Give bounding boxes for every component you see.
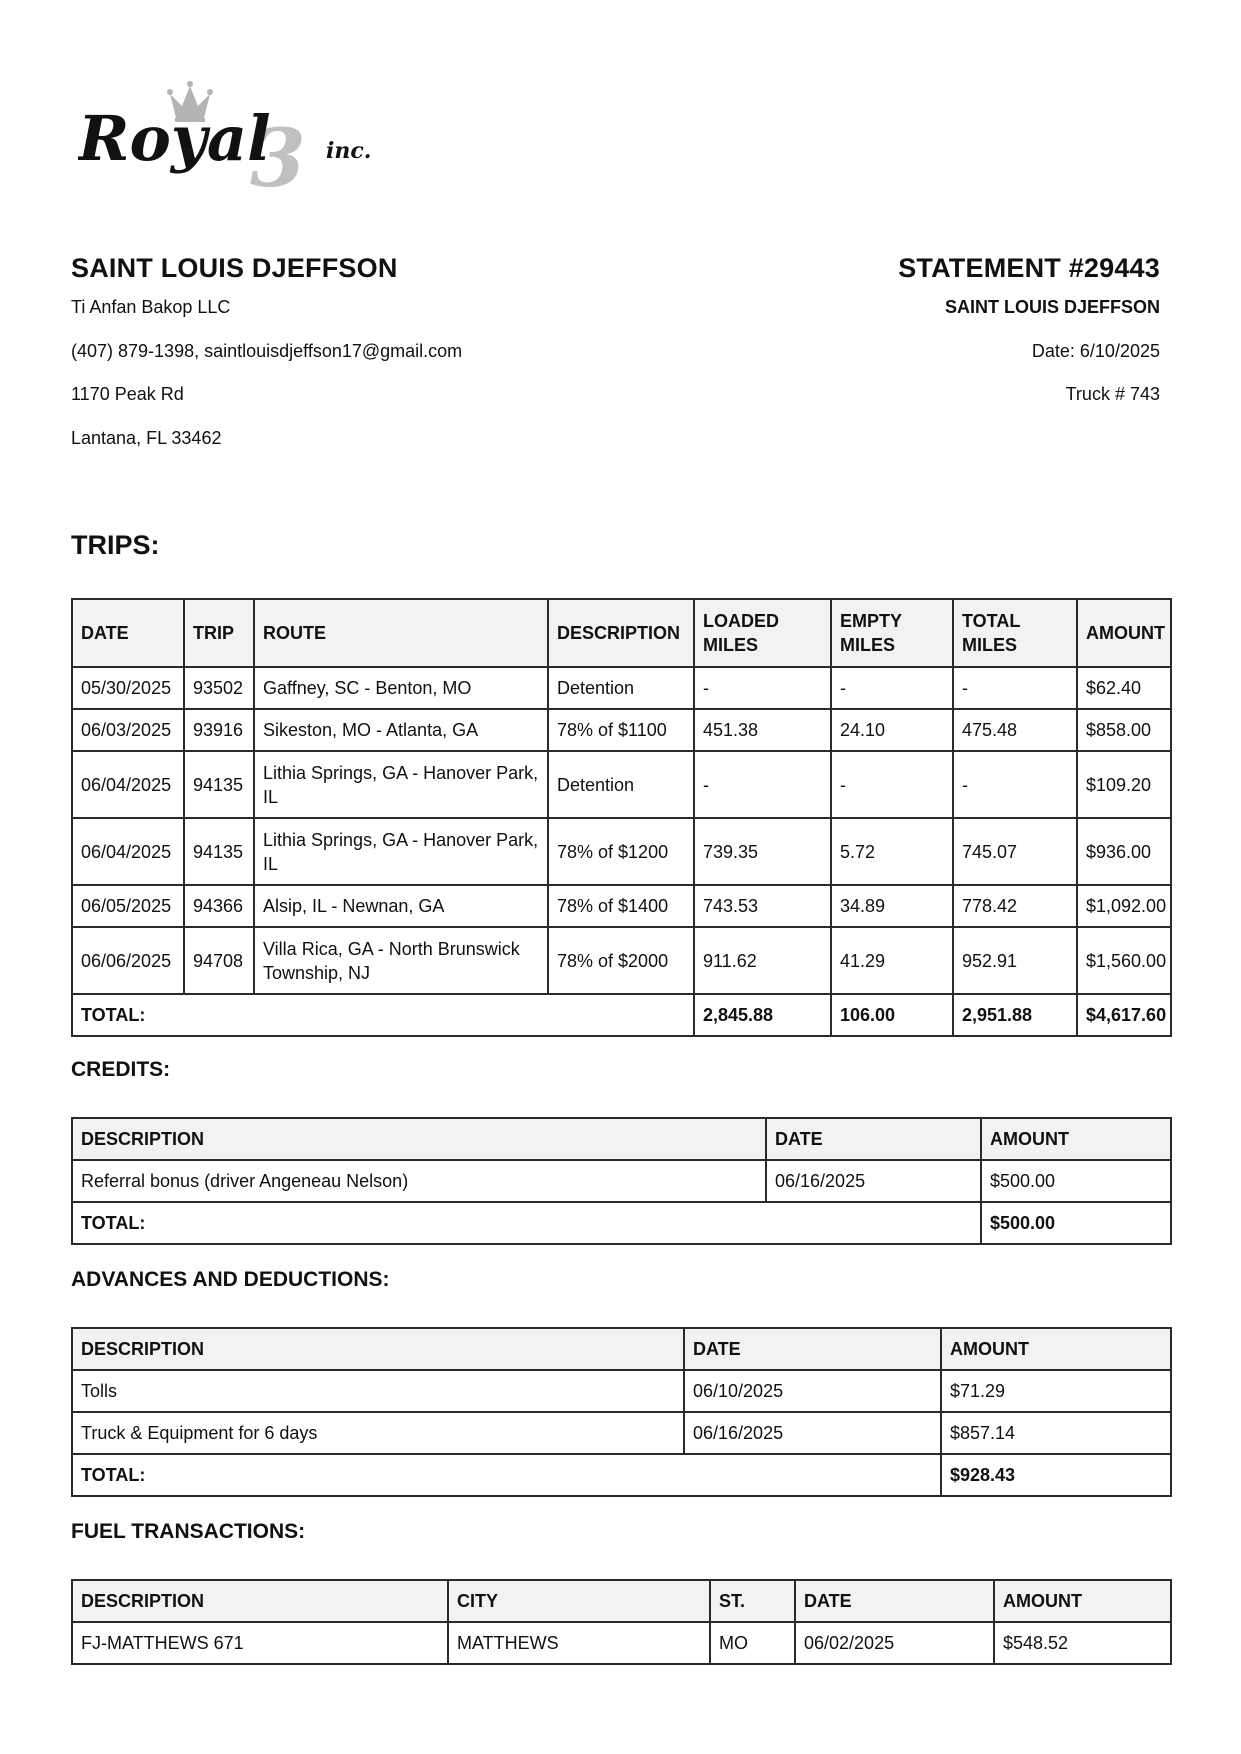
- table-cell: 93916: [184, 709, 254, 751]
- address-line-2: Lantana, FL 33462: [71, 427, 222, 448]
- table-cell: 06/06/2025: [72, 927, 184, 994]
- table-cell: 952.91: [953, 927, 1077, 994]
- statement-info: [700, 250, 1160, 417]
- company-name: Ti Anfan Bakop LLC: [71, 297, 231, 317]
- table-cell: -: [694, 751, 831, 818]
- statement-title: STATEMENT #29443: [898, 253, 1160, 283]
- table-cell: -: [831, 667, 953, 709]
- table-row: [72, 1412, 1171, 1454]
- table-cell: Detention: [548, 667, 694, 709]
- table-cell: 745.07: [953, 818, 1077, 885]
- credits-heading: CREDITS:: [71, 1058, 171, 1081]
- table-cell: 93502: [184, 667, 254, 709]
- table-cell: Alsip, IL - Newnan, GA: [254, 885, 548, 927]
- table-cell: MATTHEWS: [448, 1622, 710, 1664]
- table-cell: Tolls: [72, 1370, 684, 1412]
- table-cell: $109.20: [1077, 751, 1171, 818]
- col-header: DESCRIPTION: [72, 1118, 766, 1160]
- table-cell: 94135: [184, 818, 254, 885]
- col-header: DESCRIPTION: [548, 599, 694, 667]
- driver-name: SAINT LOUIS DJEFFSON: [71, 253, 398, 283]
- trips-table: [71, 598, 1172, 1037]
- col-header: LOADED MILES: [694, 599, 831, 667]
- trips-header-row: [72, 599, 1171, 667]
- col-header: DATE: [684, 1328, 941, 1370]
- col-header: DATE: [72, 599, 184, 667]
- table-cell: 94708: [184, 927, 254, 994]
- contact-info: (407) 879-1398, saintlouisdjeffson17@gmail.com: [71, 340, 463, 361]
- trips-heading: TRIPS:: [71, 530, 160, 560]
- table-cell: 911.62: [694, 927, 831, 994]
- table-cell: 739.35: [694, 818, 831, 885]
- table-cell: 78% of $2000: [548, 927, 694, 994]
- fuel-table: [71, 1579, 1172, 1665]
- credits-table: [71, 1117, 1172, 1245]
- total-amount: $4,617.60: [1077, 994, 1171, 1036]
- col-header: DATE: [766, 1118, 981, 1160]
- total-empty-miles: 106.00: [831, 994, 953, 1036]
- table-cell: Villa Rica, GA - North Brunswick Township, NJ: [254, 927, 548, 994]
- table-row: [72, 1370, 1171, 1412]
- table-row: [72, 1622, 1171, 1664]
- table-cell: $1,092.00: [1077, 885, 1171, 927]
- table-cell: -: [953, 667, 1077, 709]
- table-cell: $71.29: [941, 1370, 1171, 1412]
- logo-suffix: inc.: [326, 138, 372, 164]
- table-cell: -: [831, 751, 953, 818]
- table-cell: Lithia Springs, GA - Hanover Park, IL: [254, 818, 548, 885]
- table-row: [72, 667, 1171, 709]
- table-cell: 94366: [184, 885, 254, 927]
- total-row: [72, 1454, 1171, 1496]
- col-header: AMOUNT: [994, 1580, 1171, 1622]
- table-cell: $62.40: [1077, 667, 1171, 709]
- total-row: [72, 1202, 1171, 1244]
- col-header: CITY: [448, 1580, 710, 1622]
- logo-wordmark: Royal: [78, 102, 271, 175]
- table-cell: $936.00: [1077, 818, 1171, 885]
- fuel-heading: FUEL TRANSACTIONS:: [71, 1520, 306, 1543]
- total-label: TOTAL:: [72, 1454, 941, 1496]
- table-cell: Gaffney, SC - Benton, MO: [254, 667, 548, 709]
- table-cell: $548.52: [994, 1622, 1171, 1664]
- table-cell: 78% of $1200: [548, 818, 694, 885]
- table-cell: 06/16/2025: [766, 1160, 981, 1202]
- advances-heading: ADVANCES AND DEDUCTIONS:: [71, 1268, 390, 1291]
- table-cell: $1,560.00: [1077, 927, 1171, 994]
- table-cell: Detention: [548, 751, 694, 818]
- table-cell: 94135: [184, 751, 254, 818]
- total-label: TOTAL:: [72, 994, 694, 1036]
- truck-number: Truck # 743: [1065, 384, 1160, 404]
- col-header: AMOUNT: [1077, 599, 1171, 667]
- fuel-header-row: [72, 1580, 1171, 1622]
- table-cell: 34.89: [831, 885, 953, 927]
- logo-number: 3: [250, 111, 306, 190]
- table-cell: 5.72: [831, 818, 953, 885]
- table-cell: 05/30/2025: [72, 667, 184, 709]
- col-header: EMPTY MILES: [831, 599, 953, 667]
- table-row: [72, 818, 1171, 885]
- driver-info: [71, 250, 631, 460]
- statement-date: Date: 6/10/2025: [1031, 340, 1160, 361]
- table-cell: $857.14: [941, 1412, 1171, 1454]
- table-cell: 06/04/2025: [72, 751, 184, 818]
- table-cell: MO: [710, 1622, 795, 1664]
- table-cell: 06/04/2025: [72, 818, 184, 885]
- col-header: TOTAL MILES: [953, 599, 1077, 667]
- advances-table: [71, 1327, 1172, 1497]
- table-cell: 78% of $1100: [548, 709, 694, 751]
- credits-header-row: [72, 1118, 1171, 1160]
- table-cell: FJ-MATTHEWS 671: [72, 1622, 448, 1664]
- col-header: ST.: [710, 1580, 795, 1622]
- statement-driver-name: SAINT LOUIS DJEFFSON: [944, 297, 1160, 317]
- col-header: TRIP: [184, 599, 254, 667]
- col-header: AMOUNT: [981, 1118, 1171, 1160]
- table-cell: Truck & Equipment for 6 days: [72, 1412, 684, 1454]
- table-cell: -: [694, 667, 831, 709]
- table-cell: Referral bonus (driver Angeneau Nelson): [72, 1160, 766, 1202]
- col-header: DATE: [795, 1580, 994, 1622]
- table-cell: 41.29: [831, 927, 953, 994]
- table-cell: 475.48: [953, 709, 1077, 751]
- table-cell: 778.42: [953, 885, 1077, 927]
- address-line-1: 1170 Peak Rd: [71, 384, 184, 404]
- company-logo: [78, 78, 388, 190]
- table-row: [72, 885, 1171, 927]
- table-cell: Sikeston, MO - Atlanta, GA: [254, 709, 548, 751]
- col-header: ROUTE: [254, 599, 548, 667]
- table-cell: 06/16/2025: [684, 1412, 941, 1454]
- table-cell: $500.00: [981, 1160, 1171, 1202]
- advances-header-row: [72, 1328, 1171, 1370]
- table-cell: Lithia Springs, GA - Hanover Park, IL: [254, 751, 548, 818]
- table-cell: 78% of $1400: [548, 885, 694, 927]
- table-cell: 24.10: [831, 709, 953, 751]
- table-row: [72, 751, 1171, 818]
- col-header: DESCRIPTION: [72, 1580, 448, 1622]
- total-label: TOTAL:: [72, 1202, 981, 1244]
- table-cell: 06/02/2025: [795, 1622, 994, 1664]
- col-header: AMOUNT: [941, 1328, 1171, 1370]
- table-row: [72, 1160, 1171, 1202]
- table-cell: 06/03/2025: [72, 709, 184, 751]
- col-header: DESCRIPTION: [72, 1328, 684, 1370]
- total-loaded-miles: 2,845.88: [694, 994, 831, 1036]
- total-amount: $928.43: [941, 1454, 1171, 1496]
- table-row: [72, 927, 1171, 994]
- table-cell: -: [953, 751, 1077, 818]
- table-cell: 06/10/2025: [684, 1370, 941, 1412]
- total-amount: $500.00: [981, 1202, 1171, 1244]
- table-row: [72, 709, 1171, 751]
- total-row: [72, 994, 1171, 1036]
- total-miles: 2,951.88: [953, 994, 1077, 1036]
- table-cell: 451.38: [694, 709, 831, 751]
- table-cell: $858.00: [1077, 709, 1171, 751]
- table-cell: 06/05/2025: [72, 885, 184, 927]
- table-cell: 743.53: [694, 885, 831, 927]
